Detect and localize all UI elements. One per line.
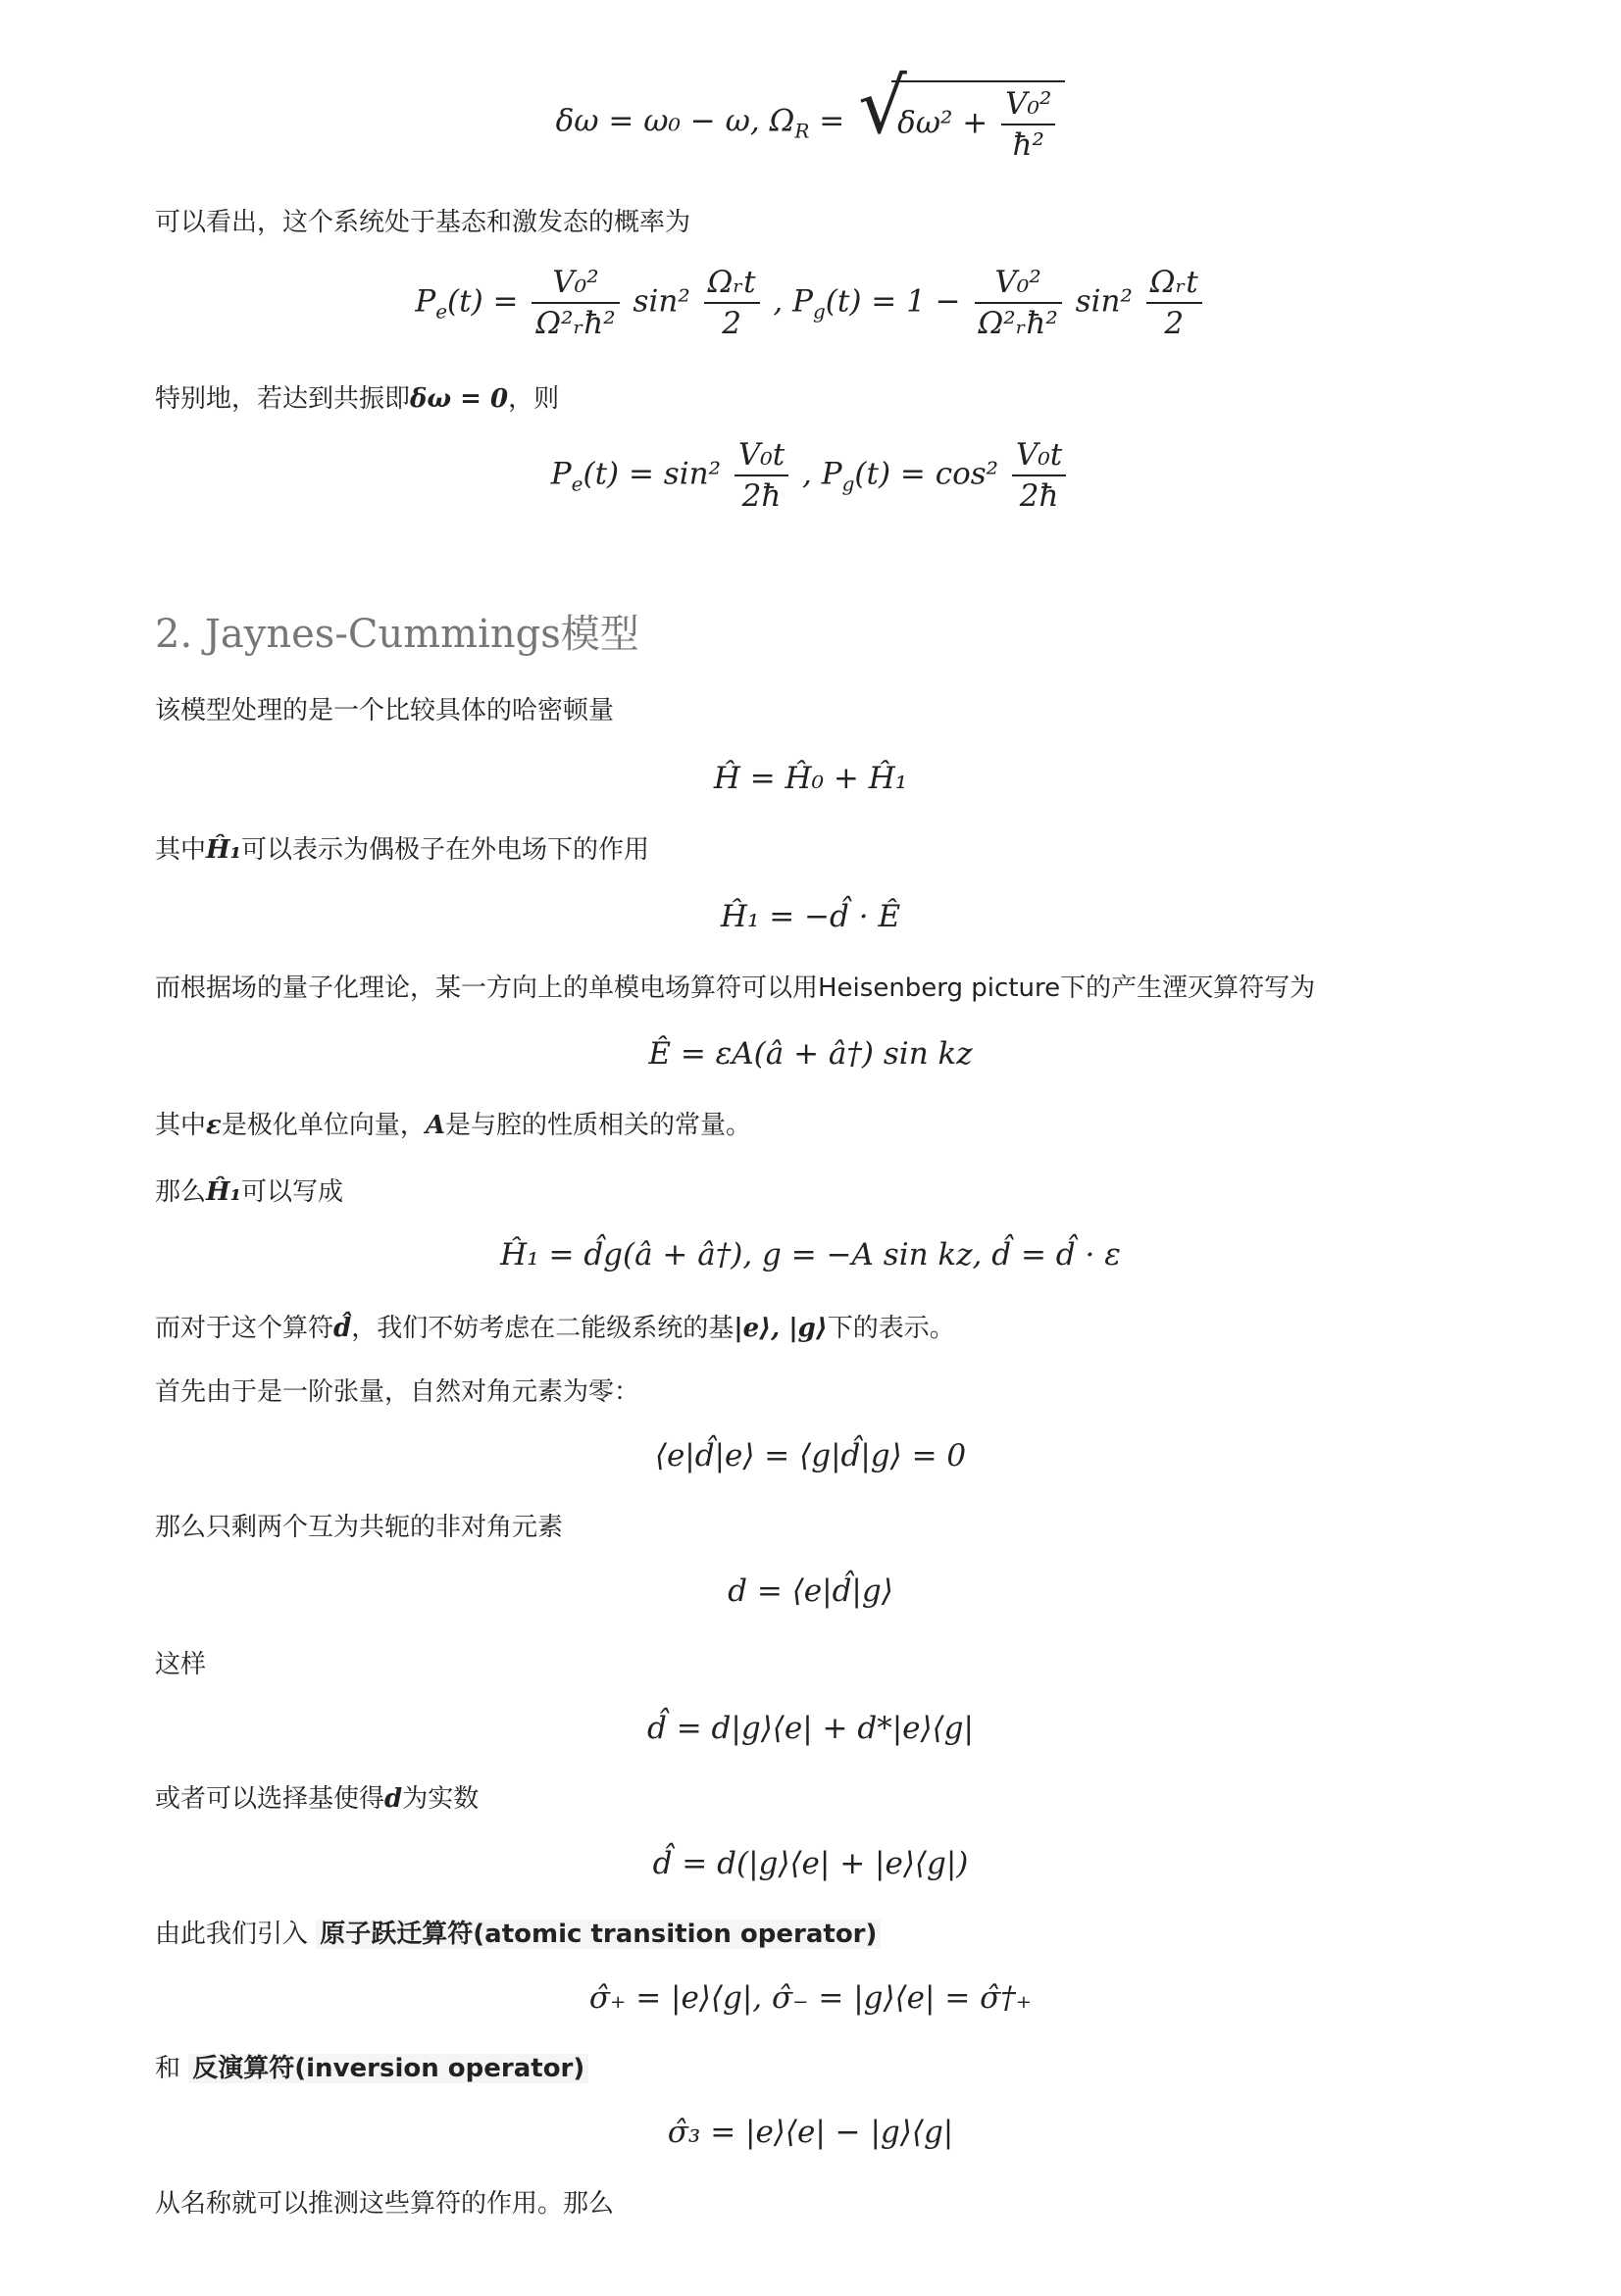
eq-sub: e bbox=[435, 299, 448, 324]
denominator: 2 bbox=[1164, 306, 1185, 341]
paragraph-hamiltonian-intro: 该模型处理的是一个比较具体的哈密顿量 bbox=[155, 696, 615, 725]
eq-part: , P bbox=[802, 456, 842, 492]
equation-sigma-3: σ̂₃ = |e⟩⟨e| − |g⟩⟨g| bbox=[667, 2115, 954, 2150]
fraction bbox=[704, 263, 760, 343]
fraction bbox=[735, 435, 788, 516]
eq-sub: e bbox=[571, 472, 583, 496]
numerator: Ωᵣt bbox=[1146, 263, 1202, 304]
equation-resonance-probabilities bbox=[0, 435, 1621, 516]
paragraph-resonance bbox=[155, 381, 559, 417]
equation-d-element: d = ⟨e|d̂|g⟩ bbox=[728, 1573, 893, 1609]
equation-sigma-pm: σ̂₊ = |e⟩⟨g|, σ̂₋ = |g⟩⟨e| = σ̂†₊ bbox=[588, 1980, 1033, 2016]
paragraph-rewrite bbox=[155, 1174, 343, 1210]
inline-math: |e⟩, |g⟩ bbox=[734, 1314, 828, 1343]
eq-sub: R bbox=[794, 119, 810, 143]
numerator: Ωᵣt bbox=[704, 263, 760, 304]
fraction bbox=[1001, 84, 1055, 165]
numerator: V₀² bbox=[532, 263, 619, 304]
eq-part: δω = ω₀ − ω, Ω bbox=[555, 103, 795, 139]
paragraph-inversion-operator bbox=[155, 2051, 588, 2086]
paragraph-off-diagonal: 那么只剩两个互为共轭的非对角元素 bbox=[155, 1513, 564, 1542]
equation-electric-field: Ê = εA(â + â†) sin kz bbox=[648, 1036, 973, 1072]
fraction bbox=[975, 263, 1062, 343]
text-run: 可以表示为偶极子在外电场下的作用 bbox=[240, 835, 649, 865]
inline-math: Ĥ₁ bbox=[206, 1177, 241, 1207]
equation-diagonal-zero: ⟨e|d̂|e⟩ = ⟨g|d̂|g⟩ = 0 bbox=[654, 1438, 967, 1473]
paragraph-conclusion: 从名称就可以推测这些算符的作用。那么 bbox=[155, 2189, 615, 2219]
inline-math: d bbox=[384, 1784, 403, 1814]
paragraph-field-quantization: 而根据场的量子化理论，某一方向上的单模电场算符可以用Heisenberg picture下的产生湮灭算符写为 bbox=[155, 973, 1316, 1003]
text-run: 其中 bbox=[155, 835, 207, 865]
eq-part: P bbox=[415, 283, 436, 320]
eq-part: P bbox=[550, 456, 572, 492]
inline-math: d̂ bbox=[333, 1314, 352, 1343]
denominator: 2 bbox=[722, 306, 741, 341]
equation-interaction: Ĥ₁ = −d̂ · Ê bbox=[720, 899, 901, 934]
equation-probabilities bbox=[0, 263, 1621, 343]
eq-part: (t) = 1 − bbox=[825, 283, 971, 320]
numerator: V₀² bbox=[1001, 84, 1055, 125]
inline-math: Ĥ₁ bbox=[206, 835, 241, 865]
paragraph-diagonal: 首先由于是一阶张量，自然对角元素为零： bbox=[155, 1377, 640, 1407]
paragraph-dipole bbox=[155, 832, 649, 868]
text-run: 由此我们引入 bbox=[155, 1920, 317, 1949]
denominator: Ω²ᵣħ² bbox=[978, 306, 1058, 341]
eq-part: δω² + bbox=[897, 105, 998, 141]
inline-math: δω = 0 bbox=[410, 384, 509, 414]
denominator: 2ħ bbox=[1019, 478, 1059, 514]
fraction bbox=[532, 263, 619, 343]
equation-hamiltonian: Ĥ = Ĥ₀ + Ĥ₁ bbox=[713, 761, 908, 796]
numerator: V₀² bbox=[975, 263, 1062, 304]
text-run: 特别地，若达到共振即 bbox=[155, 384, 411, 414]
text-run: 那么 bbox=[155, 1177, 207, 1207]
eq-part: (t) = cos² bbox=[854, 456, 1008, 492]
text-run: 是与腔的性质相关的常量。 bbox=[445, 1111, 752, 1140]
eq-sub: g bbox=[812, 299, 826, 324]
text-run: 可以写成 bbox=[240, 1177, 343, 1207]
eq-part: (t) = sin² bbox=[583, 456, 731, 492]
inline-math: ε bbox=[206, 1111, 222, 1140]
eq-part: sin² bbox=[1075, 283, 1142, 320]
eq-part: sin² bbox=[633, 283, 700, 320]
paragraph-transition-operator bbox=[155, 1917, 881, 1952]
paragraph-real-d bbox=[155, 1781, 479, 1817]
paragraph-polarization bbox=[155, 1108, 751, 1143]
bold-term: 反演算符(inversion operator) bbox=[188, 2054, 588, 2083]
eq-sub: g bbox=[841, 472, 855, 496]
section-heading: 2. Jaynes-Cummings模型 bbox=[155, 612, 639, 657]
text-run: 和 bbox=[155, 2054, 189, 2083]
sqrt-expression bbox=[891, 80, 1065, 165]
paragraph-operator-basis bbox=[155, 1311, 955, 1346]
fraction bbox=[1012, 435, 1066, 516]
numerator: V₀t bbox=[1012, 435, 1066, 476]
eq-part: , P bbox=[773, 283, 813, 320]
bold-term: 原子跃迁算符(atomic transition operator) bbox=[316, 1920, 881, 1949]
paragraph-probability-intro: 可以看出，这个系统处于基态和激发态的概率为 bbox=[155, 208, 691, 237]
text-run: 下的表示。 bbox=[827, 1314, 955, 1343]
text-run: 为实数 bbox=[402, 1784, 480, 1814]
text-run: ，我们不妨考虑在二能级系统的基 bbox=[351, 1314, 735, 1343]
denominator: ħ² bbox=[1012, 127, 1044, 163]
eq-part: = bbox=[809, 103, 855, 139]
equation-d-operator: d̂ = d|g⟩⟨e| + d*|e⟩⟨g| bbox=[647, 1711, 974, 1746]
fraction bbox=[1146, 263, 1202, 343]
text-run: 其中 bbox=[155, 1111, 207, 1140]
text-run: 或者可以选择基使得 bbox=[155, 1784, 385, 1814]
eq-part: (t) = bbox=[447, 283, 529, 320]
denominator: Ω²ᵣħ² bbox=[535, 306, 616, 341]
numerator: V₀t bbox=[735, 435, 788, 476]
paragraph-thus: 这样 bbox=[155, 1650, 207, 1679]
text-run: 是极化单位向量， bbox=[221, 1111, 426, 1140]
equation-d-operator-real: d̂ = d(|g⟩⟨e| + |e⟩⟨g|) bbox=[652, 1846, 969, 1881]
equation-interaction-rewritten: Ĥ₁ = d̂g(â + â†), g = −A sin kz, d̂ = d̂ · ε bbox=[500, 1237, 1121, 1273]
equation-detuning-rabi bbox=[0, 80, 1621, 165]
denominator: 2ħ bbox=[741, 478, 782, 514]
text-run: 而对于这个算符 bbox=[155, 1314, 334, 1343]
text-run: ，则 bbox=[508, 384, 560, 414]
inline-math: A bbox=[425, 1111, 446, 1140]
